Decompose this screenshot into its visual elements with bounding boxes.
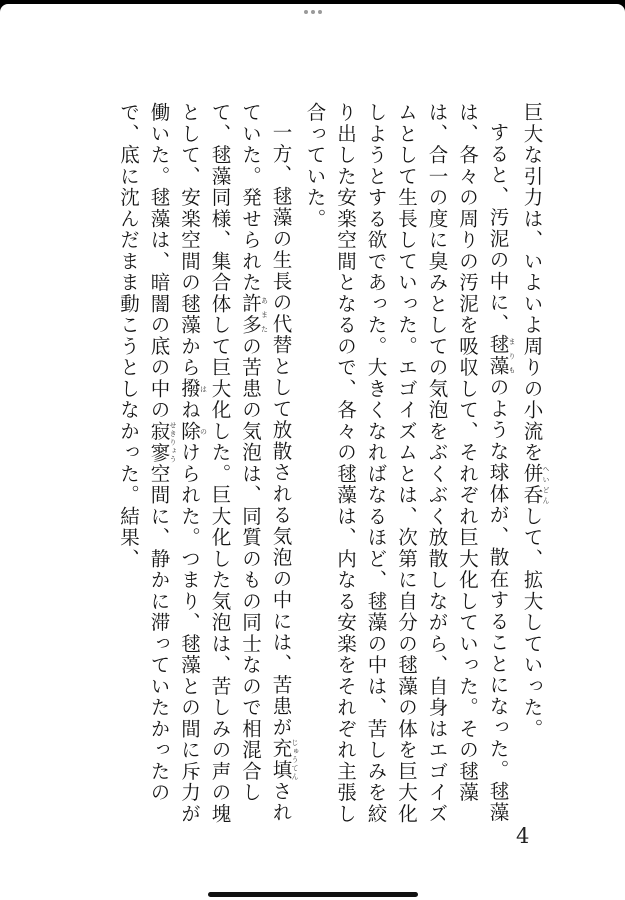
text-segment: すると、汚泥の中に、 bbox=[486, 121, 510, 334]
ruby-reading: は bbox=[199, 378, 208, 400]
page-number: 4 bbox=[516, 824, 530, 848]
ruby-base: 許多 bbox=[239, 293, 262, 336]
ruby-annotation bbox=[520, 463, 550, 506]
text-segment: の苦患の気泡は、同質のもの同士なので相混合して、毬藻同様、集合体して巨大化した。巨大化した気泡は、苦しみの声の塊として、安楽空間の毬藻から bbox=[178, 102, 262, 825]
paragraph bbox=[113, 102, 300, 842]
ruby-annotation bbox=[486, 334, 516, 377]
reader-page bbox=[0, 4, 625, 900]
dot bbox=[318, 10, 322, 14]
ruby-annotation bbox=[147, 420, 177, 464]
home-indicator[interactable] bbox=[208, 892, 418, 897]
text-segment: 一方、毬藻の生長の代替として放散される気泡の中には、苦患が bbox=[269, 121, 293, 738]
ruby-reading: の bbox=[199, 420, 208, 442]
ruby-base: 寂寥 bbox=[147, 420, 171, 464]
text-segment: 巨大な引力は、いよいよ周りの小流を bbox=[520, 102, 544, 464]
ruby-base: 除 bbox=[178, 420, 201, 442]
paragraph bbox=[516, 102, 550, 842]
ruby-annotation bbox=[239, 293, 269, 336]
ruby-base: 撥 bbox=[178, 378, 201, 400]
text-segment: のような球体が、散在することになった。毬藻は、各々の周りの汚泥を吸収して、それぞれ巨大化していった。その毬藻は、合一の度に臭みとしての気泡をぶくぶく放散しながら、自身はエゴイズムとして生長していった。エゴイズムとは、次第に自分の毬藻の体を巨大化しようとする欲であった。大きくなればなるほど、毬藻の中は、苦しみを絞り出した安楽空間となるので、各々の毬藻は、内なる安楽をそれぞれ主張し合っていた。 bbox=[303, 102, 510, 825]
text-segment: されていた。発せられた bbox=[239, 102, 293, 823]
more-options-icon[interactable] bbox=[304, 10, 322, 14]
ruby-reading: あまた bbox=[260, 293, 269, 336]
ruby-reading: せきりょう bbox=[169, 420, 177, 464]
text-segment: 空間に、静かに滞っていたかったので、底に沈んだまま動こうとしなかった。結果、 bbox=[117, 102, 171, 804]
dot bbox=[304, 10, 308, 14]
vertical-text-body bbox=[100, 102, 550, 842]
ruby-base: 併呑 bbox=[520, 463, 544, 506]
ruby-annotation bbox=[178, 420, 208, 442]
ruby-reading: へいどん bbox=[542, 463, 550, 506]
ruby-annotation bbox=[178, 378, 208, 400]
dot bbox=[311, 10, 315, 14]
paragraph bbox=[299, 102, 516, 842]
ruby-base: 充填 bbox=[269, 737, 293, 781]
ruby-reading: まりも bbox=[508, 334, 516, 377]
text-segment: けられた。つまり、毬藻との間に斥力が働いた。毬藻は、暗闇の底の中の bbox=[147, 102, 201, 825]
text-segment: して、拡大していった。 bbox=[520, 505, 544, 740]
text-segment: ね bbox=[178, 399, 201, 421]
ruby-base: 毬藻 bbox=[486, 334, 510, 377]
ruby-annotation bbox=[269, 737, 299, 781]
ruby-reading: じゅうてん bbox=[291, 737, 299, 781]
